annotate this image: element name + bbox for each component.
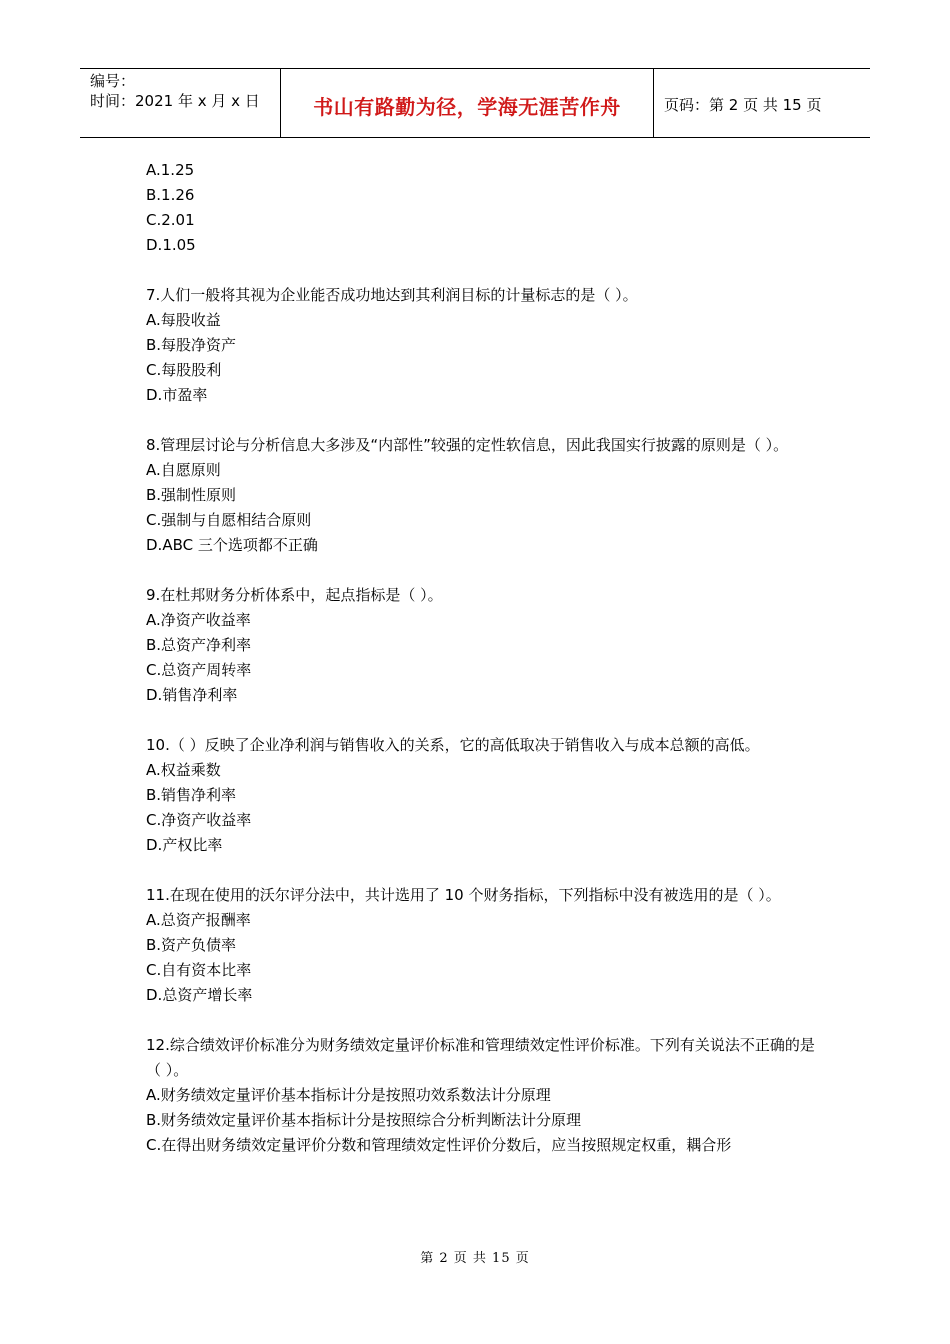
header-page-info: 页码：第 2 页 共 15 页 (664, 95, 822, 114)
question-block (146, 733, 816, 858)
question-text: 10.（ ）反映了企业净利润与销售收入的关系，它的高低取决于销售收入与成本总额的高低。 (146, 736, 760, 754)
answer-option: C.自有资本比率 (146, 961, 252, 979)
header-motto: 书山有路勤为径，学海无涯苦作舟 (313, 94, 621, 119)
answer-option: B.销售净利率 (146, 786, 237, 804)
answer-option: A.净资产收益率 (146, 611, 251, 629)
question-text: 11.在现在使用的沃尔评分法中，共计选用了 10 个财务指标，下列指标中没有被选用的是（ ）。 (146, 886, 781, 904)
page-footer: 第 2 页 共 15 页 (420, 1251, 530, 1266)
header-page-info-cell (654, 69, 870, 137)
answer-option: A.权益乘数 (146, 761, 221, 779)
answer-option: C.每股股利 (146, 361, 222, 379)
question-block (146, 583, 816, 708)
answer-option: D.总资产增长率 (146, 986, 253, 1004)
question-text: 7.人们一般将其视为企业能否成功地达到其利润目标的计量标志的是（ ）。 (146, 286, 638, 304)
question-block (146, 1033, 816, 1158)
answer-option: B.1.26 (146, 186, 195, 204)
answer-option: A.自愿原则 (146, 461, 221, 479)
question-block (146, 158, 816, 258)
header-motto-cell (281, 69, 654, 137)
answer-option: C.总资产周转率 (146, 661, 252, 679)
question-text: 9.在杜邦财务分析体系中，起点指标是（ ）。 (146, 586, 443, 604)
document-body (146, 158, 816, 1158)
question-text: 12.综合绩效评价标准分为财务绩效定量评价标准和管理绩效定性评价标准。下列有关说法不正确的是（ ）。 (146, 1036, 815, 1079)
question-text: 8.管理层讨论与分析信息大多涉及“内部性”较强的定性软信息，因此我国实行披露的原则是（ ）。 (146, 436, 789, 454)
answer-option: A.总资产报酬率 (146, 911, 251, 929)
number-label: 编号： (90, 72, 136, 90)
answer-option: D.销售净利率 (146, 686, 238, 704)
answer-option: D.市盈率 (146, 386, 208, 404)
answer-option: B.强制性原则 (146, 486, 237, 504)
question-block (146, 883, 816, 1008)
answer-option: A.1.25 (146, 161, 195, 179)
answer-option: A.财务绩效定量评价基本指标计分是按照功效系数法计分原理 (146, 1086, 551, 1104)
question-block (146, 433, 816, 558)
answer-option: A.每股收益 (146, 311, 221, 329)
answer-option: C.在得出财务绩效定量评价分数和管理绩效定性评价分数后，应当按照规定权重，耦合形 (146, 1136, 732, 1154)
page-header (80, 68, 870, 138)
question-block (146, 283, 816, 408)
answer-option: B.每股净资产 (146, 336, 237, 354)
header-meta (80, 69, 281, 137)
answer-option: B.总资产净利率 (146, 636, 252, 654)
answer-option: B.财务绩效定量评价基本指标计分是按照综合分析判断法计分原理 (146, 1111, 582, 1129)
answer-option: C.2.01 (146, 211, 195, 229)
answer-option: D.ABC 三个选项都不正确 (146, 536, 318, 554)
answer-option: D.产权比率 (146, 836, 223, 854)
answer-option: B.资产负债率 (146, 936, 237, 954)
time-label: 时间：2021 年 x 月 x 日 (90, 92, 260, 110)
answer-option: D.1.05 (146, 236, 196, 254)
answer-option: C.净资产收益率 (146, 811, 252, 829)
answer-option: C.强制与自愿相结合原则 (146, 511, 312, 529)
